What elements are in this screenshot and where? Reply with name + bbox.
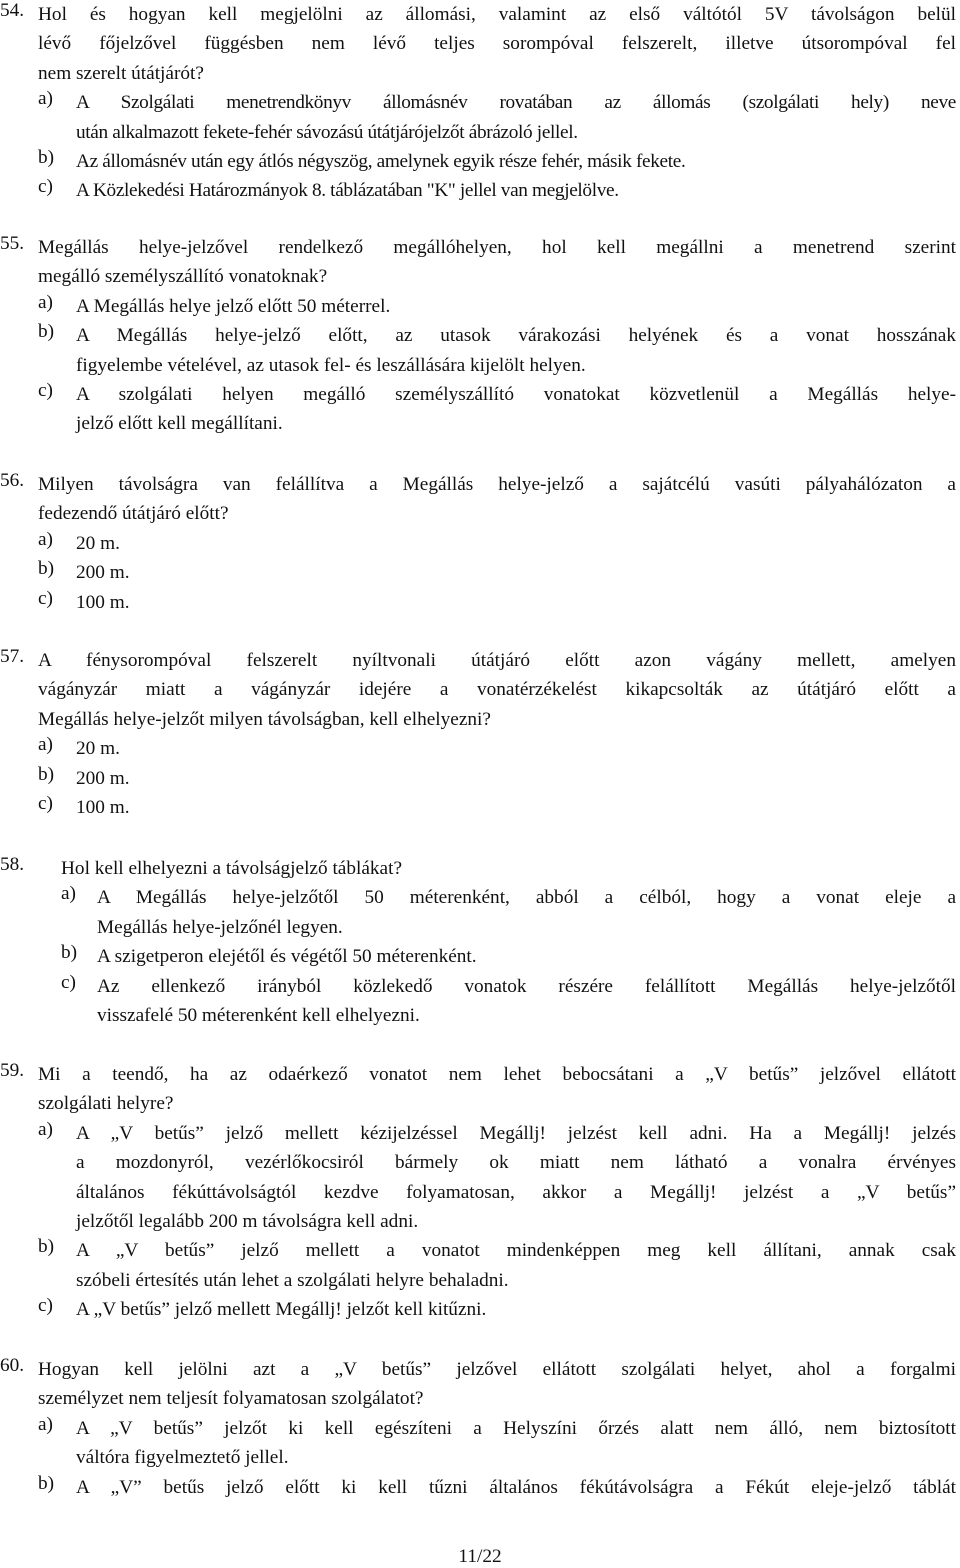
option-text-line: A „V betűs” jelző mellett Megállj! jelzőt kell kitűzni. bbox=[76, 1299, 487, 1321]
option-text-line: Megállás helye-jelzőnél legyen. bbox=[97, 916, 343, 938]
option-label: b) bbox=[38, 763, 55, 785]
question-text-line: Hogyan kell jelölni azt a „V betűs” jelzővel ellátott szolgálati helyet, ahol a forgalmi bbox=[38, 1359, 956, 1380]
question-number: 60. bbox=[0, 1355, 25, 1376]
question-number: 58. bbox=[0, 854, 25, 875]
option-text-line: jelző előtt kell megállítani. bbox=[76, 413, 283, 435]
option-label: b) bbox=[61, 942, 78, 964]
question-text-line: személyzet nem teljesít folyamatosan szolgálatot? bbox=[38, 1388, 424, 1410]
option-text-line: Az ellenkező irányból közlekedő vonatok részére felállított Megállás helye-jelzőtől bbox=[97, 975, 956, 997]
question-text-line: Milyen távolságra van felállítva a Megállás helye-jelző a sajátcélú vasúti pályahálózaton a bbox=[38, 474, 956, 495]
option-label: c) bbox=[38, 587, 53, 609]
option-text-line: A Szolgálati menetrendkönyv állomásnév rovatában az állomás (szolgálati hely) neve bbox=[76, 92, 956, 114]
option-text-line: 20 m. bbox=[76, 738, 120, 760]
option-label: b) bbox=[38, 146, 55, 168]
option-label: a) bbox=[38, 528, 53, 550]
option-text-line: A Megállás helye-jelzőtől 50 méterenként, abból a célból, hogy a vonat eleje a bbox=[97, 887, 956, 909]
option-text-line: A „V” betűs jelző előtt ki kell tűzni általános fékútávolságra a Fékút eleje-jelző táblát bbox=[76, 1476, 956, 1498]
question-text-line: vágányzár miatt a vágányzár idejére a vonatérzékelést kikapcsolták az útátjáró előtt a bbox=[38, 679, 956, 701]
option-text-line: 200 m. bbox=[76, 767, 130, 789]
option-label: b) bbox=[38, 1472, 55, 1494]
option-text-line: 200 m. bbox=[76, 562, 130, 584]
option-text-line: A „V betűs” jelző mellett kézijelzéssel Megállj! jelzést kell adni. Ha a Megállj! jelzés bbox=[76, 1122, 956, 1144]
question-text-line: Megállás helye-jelzővel rendelkező megállóhelyen, hol kell megállni a menetrend szerint bbox=[38, 237, 956, 258]
option-text-line: Az állomásnév után egy átlós négyszög, amelynek egyik része fehér, másik fekete. bbox=[76, 150, 686, 172]
question-text-line: fedezendő útátjáró előtt? bbox=[38, 503, 229, 525]
question-number: 57. bbox=[0, 646, 25, 667]
option-text-line: A „V betűs” jelzőt ki kell egészíteni a Helyszíni őrzés alatt nem álló, nem biztosított bbox=[76, 1417, 956, 1439]
option-label: b) bbox=[38, 321, 55, 343]
page-number: 11/22 bbox=[458, 1546, 502, 1567]
question-number: 54. bbox=[0, 0, 25, 21]
option-label: a) bbox=[61, 883, 76, 905]
option-text-line: A Közlekedési Határozmányok 8. táblázatában "K" jellel van megjelölve. bbox=[76, 180, 619, 202]
question-57 bbox=[0, 646, 956, 822]
question-text-line: nem szerelt útátjárót? bbox=[38, 62, 204, 84]
option-text-line: után alkalmazott fekete-fehér sávozású útátjárójelzőt ábrázoló jellel. bbox=[76, 121, 578, 143]
question-56 bbox=[0, 470, 956, 617]
question-58 bbox=[0, 854, 956, 1030]
option-text-line: jelzőtől legalább 200 m távolságra kell adni. bbox=[76, 1210, 419, 1232]
question-59 bbox=[0, 1060, 956, 1325]
question-text-line: Megállás helye-jelzőt milyen távolságban, kell elhelyezni? bbox=[38, 708, 491, 730]
option-text-line: visszafelé 50 méterenként kell elhelyezni. bbox=[97, 1004, 420, 1026]
option-label: c) bbox=[38, 379, 53, 401]
question-text-line: Hol és hogyan kell megjelölni az állomási, valamint az első váltótól 5V távolságon belül bbox=[38, 4, 956, 25]
question-54 bbox=[0, 0, 956, 206]
option-text-line: szóbeli értesítés után lehet a szolgálati helyre behaladni. bbox=[76, 1269, 509, 1291]
option-text-line: 100 m. bbox=[76, 796, 130, 818]
question-55 bbox=[0, 233, 956, 439]
option-text-line: A szigetperon elejétől és végétől 50 méterenként. bbox=[97, 946, 477, 968]
option-label: c) bbox=[38, 1295, 53, 1317]
question-number: 59. bbox=[0, 1060, 25, 1081]
option-label: b) bbox=[38, 558, 55, 580]
option-text-line: A Megállás helye-jelző előtt, az utasok várakozási helyének és a vonat hosszának bbox=[76, 325, 956, 347]
option-label: a) bbox=[38, 1118, 53, 1140]
option-label: c) bbox=[38, 176, 53, 198]
option-text-line: általános fékúttávolságtól kezdve folyamatosan, akkor a Megállj! jelzést a „V betűs” bbox=[76, 1181, 956, 1203]
option-text-line: 100 m. bbox=[76, 591, 130, 613]
option-label: b) bbox=[38, 1236, 55, 1258]
question-text-line: Mi a teendő, ha az odaérkező vonatot nem lehet bebocsátani a „V betűs” jelzővel ellátott bbox=[38, 1064, 956, 1085]
option-label: a) bbox=[38, 734, 53, 756]
question-60 bbox=[0, 1355, 956, 1502]
option-label: a) bbox=[38, 88, 53, 110]
question-text-line: A fénysorompóval felszerelt nyíltvonali útátjáró előtt azon vágány mellett, amelyen bbox=[38, 650, 956, 671]
question-text-line: szolgálati helyre? bbox=[38, 1093, 174, 1115]
option-label: a) bbox=[38, 1413, 53, 1435]
question-text-line: lévő főjelzővel függésben nem lévő teljes sorompóval felszerelt, illetve útsorompóval fel bbox=[38, 33, 956, 55]
option-text-line: A szolgálati helyen megálló személyszállító vonatokat közvetlenül a Megállás helye- bbox=[76, 383, 956, 405]
question-number: 56. bbox=[0, 470, 25, 491]
option-text-line: A „V betűs” jelző mellett a vonatot mindenképpen meg kell állítani, annak csak bbox=[76, 1240, 956, 1262]
option-text-line: A Megállás helye jelző előtt 50 méterrel. bbox=[76, 295, 391, 317]
option-text-line: váltóra figyelmeztető jellel. bbox=[76, 1447, 289, 1469]
option-text-line: a mozdonyról, vezérlőkocsiról bármely ok miatt nem látható a vonalra érvényes bbox=[76, 1152, 956, 1174]
option-text-line: figyelembe vételével, az utasok fel- és leszállására kijelölt helyen. bbox=[76, 354, 586, 376]
question-text-line: megálló személyszállító vonatoknak? bbox=[38, 266, 328, 288]
question-text-line: Hol kell elhelyezni a távolságjelző táblákat? bbox=[61, 858, 403, 879]
question-number: 55. bbox=[0, 233, 25, 254]
option-text-line: 20 m. bbox=[76, 532, 120, 554]
option-label: c) bbox=[61, 971, 76, 993]
option-label: c) bbox=[38, 792, 53, 814]
option-label: a) bbox=[38, 291, 53, 313]
